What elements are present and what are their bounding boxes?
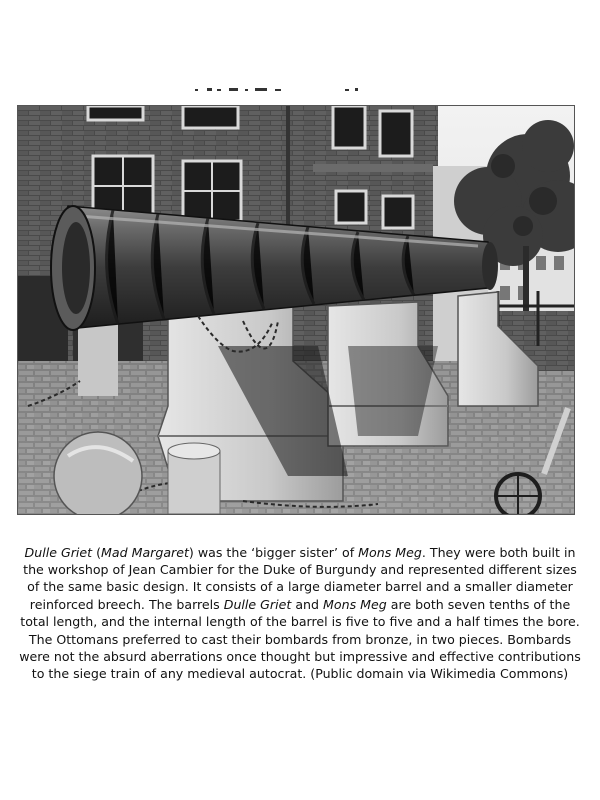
caption-barrel-name-2: Mons Meg	[323, 596, 387, 612]
caption-text-1: ) was the ‘bigger sister’ of	[188, 544, 359, 560]
caption-open-paren: (	[92, 544, 101, 560]
photo-illustration	[18, 106, 574, 514]
caption-cannon-nickname: Mad Margaret	[101, 544, 189, 560]
caption-text-3: and	[291, 596, 324, 612]
caption-text-2: . They were both built in the workshop of Jean Cambier for the Duke of Burgundy and represented different sizes of the same basic design. It consists of a large diameter barrel and a smaller diameter reinforced breech. The barrels	[23, 544, 577, 612]
clipped-text-remnant	[195, 86, 405, 92]
caption-barrel-name-1: Dulle Griet	[223, 596, 292, 612]
cannon-photograph	[17, 105, 575, 515]
caption-text-4: are both seven tenths of the total length, and the internal length of the barrel is five to five and a half times the bore. The Ottomans preferred to cast their bombards from bronze, in two pieces. Bombards were not the absurd aberrations once thought but impressive and effective contributions to the siege train of any medieval autocrat. (Public domain via Wikimedia Commons)	[19, 596, 581, 682]
figure-caption	[16, 544, 584, 683]
caption-cannon-name: Dulle Griet	[24, 544, 93, 560]
caption-sister-cannon-name: Mons Meg	[358, 544, 422, 560]
